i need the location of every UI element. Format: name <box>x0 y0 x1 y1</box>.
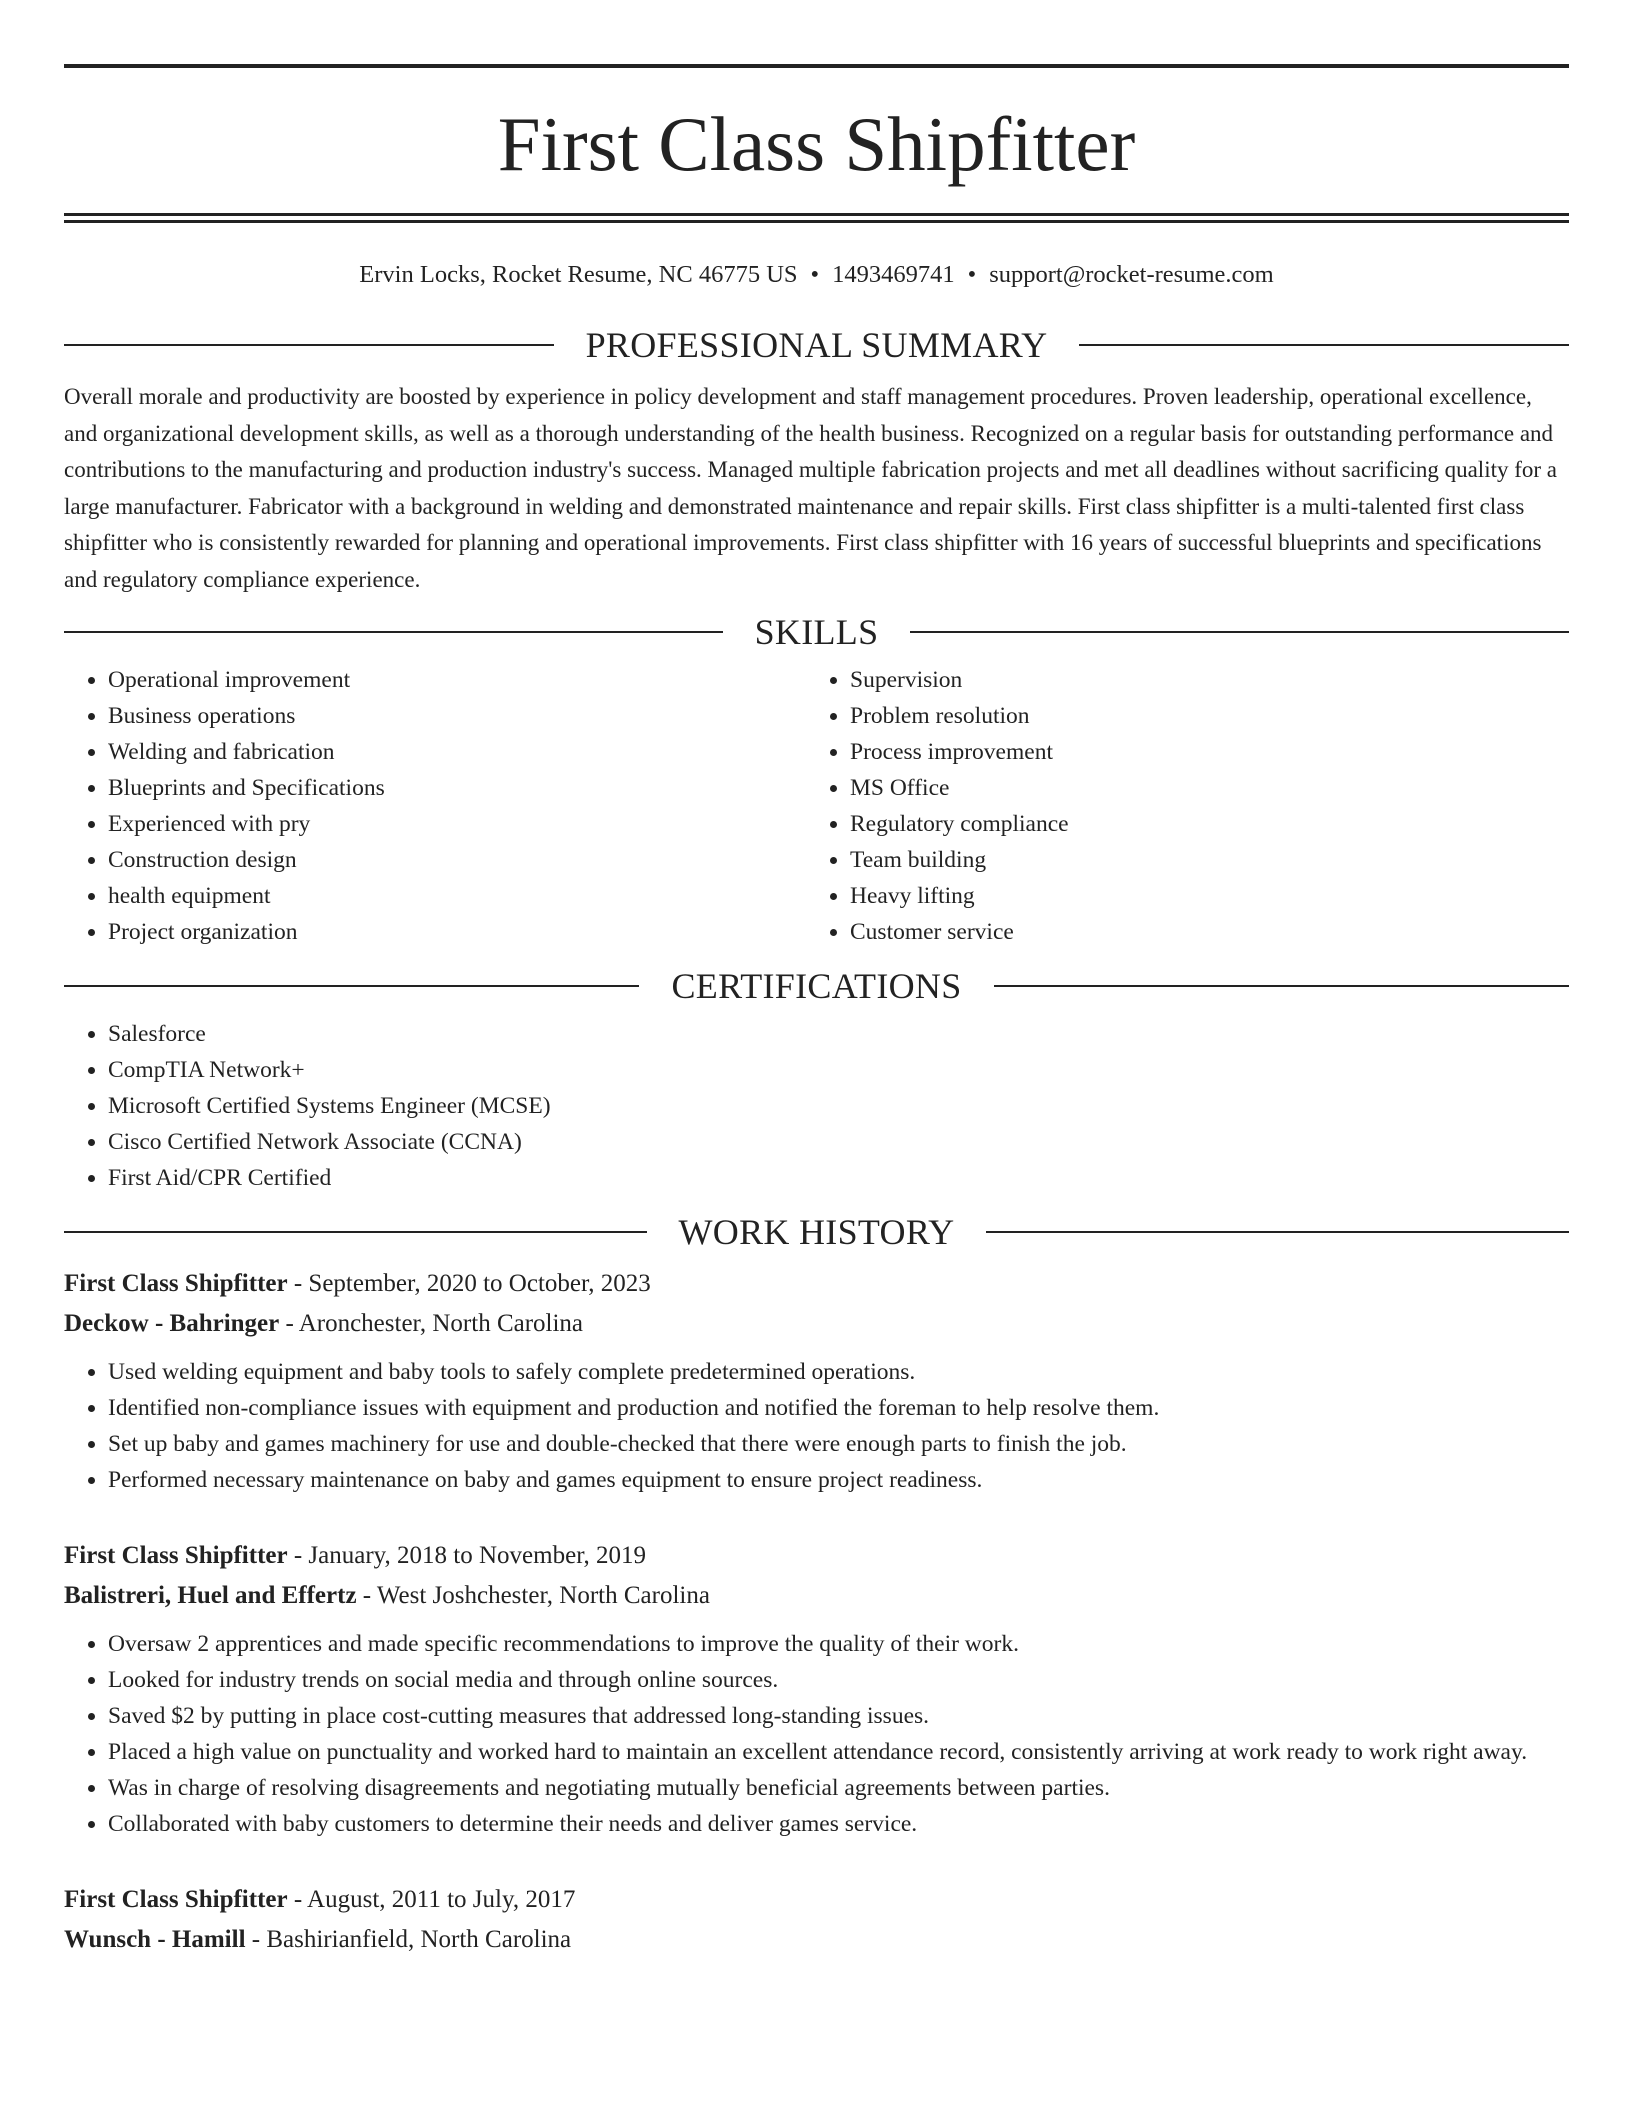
job-company-line <box>64 1304 1569 1344</box>
contact-email: support@rocket-resume.com <box>989 261 1274 288</box>
job-location: - West Joshchester, North Carolina <box>356 1582 710 1609</box>
list-item: • Collaborated with baby customers to determine their needs and deliver games service. <box>108 1806 1569 1842</box>
certifications-list <box>64 1016 1569 1196</box>
section-divider <box>994 985 1569 987</box>
list-item: • MS Office <box>850 770 1548 806</box>
skills-right-column <box>806 662 1548 950</box>
job-title: First Class Shipfitter <box>64 1270 288 1297</box>
job-location: - Aronchester, North Carolina <box>279 1310 584 1337</box>
resume-page <box>64 64 1569 1960</box>
list-item: • Was in charge of resolving disagreements and negotiating mutually beneficial agreements between parties. <box>108 1770 1569 1806</box>
section-divider <box>64 344 554 346</box>
section-divider <box>64 631 723 633</box>
contact-address: Ervin Locks, Rocket Resume, NC 46775 US <box>359 261 798 288</box>
skills-left-column <box>64 662 806 950</box>
contact-line <box>64 261 1569 289</box>
job-bullets <box>64 1626 1569 1842</box>
list-item: • Business operations <box>108 698 806 734</box>
header-top-rule <box>64 64 1569 68</box>
list-item: • Customer service <box>850 914 1548 950</box>
list-item: • Identified non-compliance issues with equipment and production and notified the foreman to help resolve them. <box>108 1390 1569 1426</box>
list-item: • Regulatory compliance <box>850 806 1548 842</box>
list-item: • Experienced with pry <box>108 806 806 842</box>
contact-phone: 1493469741 <box>832 261 955 288</box>
list-item: • Problem resolution <box>850 698 1548 734</box>
job-dates: - August, 2011 to July, 2017 <box>287 1886 576 1913</box>
job-title-line <box>64 1536 1569 1576</box>
job-title: First Class Shipfitter <box>64 1542 288 1569</box>
list-item: • Saved $2 by putting in place cost-cutting measures that addressed long-standing issues. <box>108 1698 1569 1734</box>
job-entry <box>64 1880 1569 1960</box>
list-item: • health equipment <box>108 878 806 914</box>
skills-columns <box>64 662 1569 950</box>
certifications-heading: CERTIFICATIONS <box>671 966 962 1006</box>
list-item: • First Aid/CPR Certified <box>108 1160 1569 1196</box>
job-company-line <box>64 1920 1569 1960</box>
list-item: • Construction design <box>108 842 806 878</box>
list-item: • Performed necessary maintenance on baby and games equipment to ensure project readiness. <box>108 1462 1569 1498</box>
list-item: • Salesforce <box>108 1016 1569 1052</box>
list-item: • Oversaw 2 apprentices and made specific recommendations to improve the quality of their work. <box>108 1626 1569 1662</box>
header-double-rule <box>64 213 1569 223</box>
job-location: - Bashirianfield, North Carolina <box>245 1926 572 1953</box>
list-item: • Looked for industry trends on social media and through online sources. <box>108 1662 1569 1698</box>
job-company-line <box>64 1576 1569 1616</box>
work-history-heading: WORK HISTORY <box>678 1212 955 1252</box>
list-item: • Heavy lifting <box>850 878 1548 914</box>
list-item: • Project organization <box>108 914 806 950</box>
list-item: • Cisco Certified Network Associate (CCNA) <box>108 1124 1569 1160</box>
list-item: • Operational improvement <box>108 662 806 698</box>
list-item: • CompTIA Network+ <box>108 1052 1569 1088</box>
list-item: • Process improvement <box>850 734 1548 770</box>
list-item: • Blueprints and Specifications <box>108 770 806 806</box>
section-divider <box>1079 344 1569 346</box>
job-title-line <box>64 1264 1569 1304</box>
section-divider <box>986 1231 1569 1233</box>
job-company: Balistreri, Huel and Effertz <box>64 1582 357 1609</box>
list-item: • Placed a high value on punctuality and worked hard to maintain an excellent attendance record, consistently arriving at work ready to work right away. <box>108 1734 1569 1770</box>
job-company: Deckow - Bahringer <box>64 1310 280 1337</box>
summary-heading: PROFESSIONAL SUMMARY <box>585 325 1048 365</box>
skills-list-right <box>806 662 1548 950</box>
list-item: • Supervision <box>850 662 1548 698</box>
job-title: First Class Shipfitter <box>64 1886 288 1913</box>
list-item: • Microsoft Certified Systems Engineer (MCSE) <box>108 1088 1569 1124</box>
job-dates: - September, 2020 to October, 2023 <box>287 1270 651 1297</box>
section-divider <box>64 1231 647 1233</box>
certifications-section-header <box>64 968 1569 1004</box>
skills-list-left <box>64 662 806 950</box>
skills-heading: SKILLS <box>754 612 879 652</box>
job-company: Wunsch - Hamill <box>64 1926 246 1953</box>
resume-title: First Class Shipfitter <box>497 101 1136 187</box>
list-item: • Used welding equipment and baby tools to safely complete predetermined operations. <box>108 1354 1569 1390</box>
job-bullets <box>64 1354 1569 1498</box>
summary-section-header <box>64 327 1569 363</box>
skills-section-header <box>64 614 1569 650</box>
list-item: • Team building <box>850 842 1548 878</box>
job-entry <box>64 1264 1569 1498</box>
section-divider <box>910 631 1569 633</box>
list-item: • Set up baby and games machinery for use and double-checked that there were enough parts to finish the job. <box>108 1426 1569 1462</box>
contact-separator: • <box>810 261 820 288</box>
summary-text: Overall morale and productivity are boosted by experience in policy development and staff management procedures. Proven leadership, operational excellence, and organizational development skills, as well as a thorough understanding of the health business. Recognized on a regular basis for outstanding performance and contributions to the manufacturing and production industry's success. Managed multiple fabrication projects and met all deadlines without sacrificing quality for a large manufacturer. Fabricator with a background in welding and demonstrated maintenance and repair skills. First class shipfitter is a multi-talented first class shipfitter who is consistently rewarded for planning and operational improvements. First class shipfitter with 16 years of successful blueprints and specifications and regulatory compliance experience. <box>64 384 1558 592</box>
section-divider <box>64 985 639 987</box>
job-title-line <box>64 1880 1569 1920</box>
list-item: • Welding and fabrication <box>108 734 806 770</box>
job-entry <box>64 1536 1569 1842</box>
job-dates: - January, 2018 to November, 2019 <box>287 1542 647 1569</box>
contact-separator: • <box>967 261 977 288</box>
work-history-section-header <box>64 1214 1569 1250</box>
